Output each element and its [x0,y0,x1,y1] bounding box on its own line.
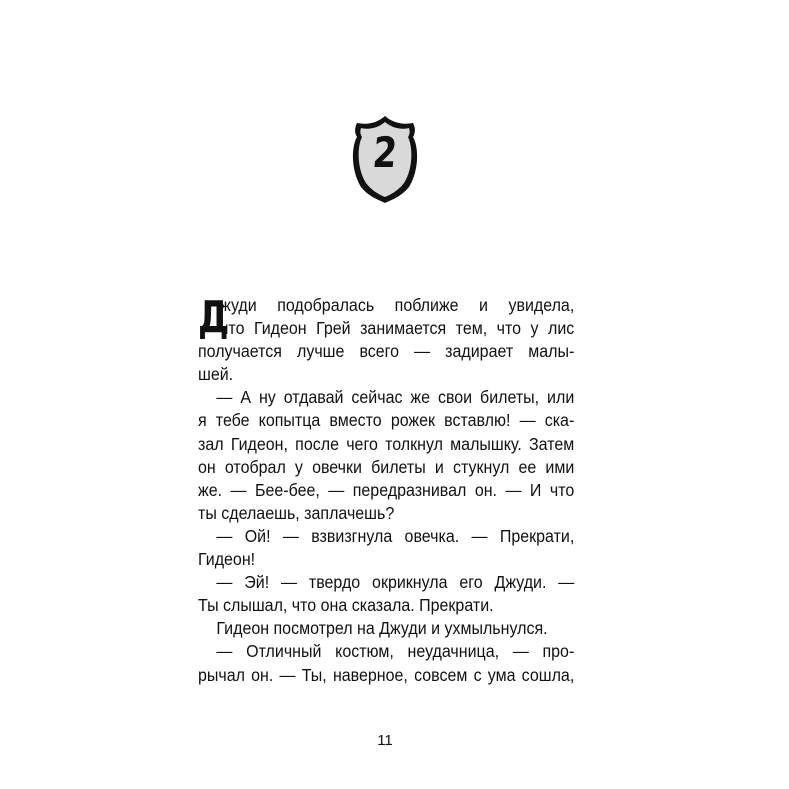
text-line: он отобрал у овечки билеты и стукнул ее ими [198,456,575,477]
text-line: ты сделаешь, заплачешь? [198,502,395,523]
chapter-number: 2 [370,128,400,177]
text-line: Гидеон! [198,549,256,570]
text-line: что Гидеон Грей занимается тем, что у лис [220,318,575,339]
text-line: же. — Бее-бее, — передразнивал он. — И что [198,479,575,500]
text-line: Гидеон посмотрел на Джуди и ухмыльнулся. [216,618,548,639]
text-line: Ты слышал, что она сказала. Прекрати. [198,595,494,616]
page-number: 11 [377,732,393,749]
text-line: — А ну отдавай сейчас же свои билеты, или [216,387,575,408]
text-line: получается лучше всего — задирает малы- [198,341,575,362]
text-line: шей. [198,364,234,385]
text-line: я тебе копытца вместо рожек вставлю! — ска- [198,410,575,431]
text-line: — Ой! — взвизгнула овечка. — Прекрати, [216,525,575,546]
drop-cap-letter: Д [198,292,229,343]
text-line: — Эй! — твердо окрикнула его Джуди. — [216,572,575,593]
text-line: зал Гидеон, после чего толкнул малышку. Затем [198,433,575,454]
text-line: рычал он. — Ты, наверное, совсем с ума сошла, [198,664,575,685]
text-line: жуди подобралась поближе и увидела, [220,295,575,315]
body-text [198,294,575,687]
text-line: — Отличный костюм, неудачница, — про- [216,641,575,662]
chapter-badge [349,113,421,205]
